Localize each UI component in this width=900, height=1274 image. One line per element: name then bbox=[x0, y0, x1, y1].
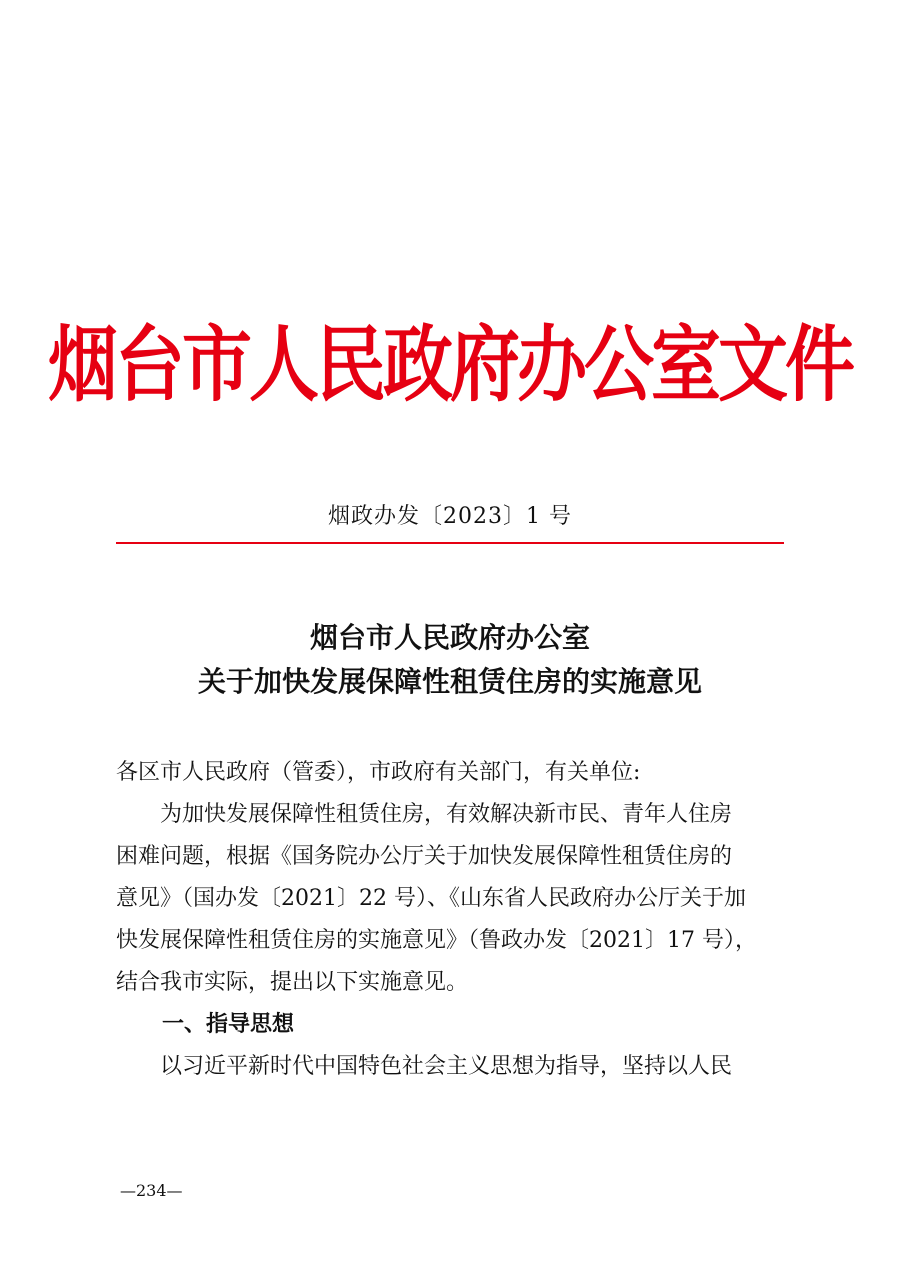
paragraph-1-line-5: 结合我市实际，提出以下实施意见。 bbox=[116, 970, 469, 995]
paragraph-2-line-1: 以习近平新时代中国特色社会主义思想为指导，坚持以人民 bbox=[160, 1054, 733, 1079]
paragraph-1-line-3: 意见》（国办发〔2021〕22 号）、《山东省人民政府办公厅关于加 bbox=[116, 886, 746, 911]
paragraph-1-line-4: 快发展保障性租赁住房的实施意见》（鲁政办发〔2021〕17 号）， bbox=[116, 928, 757, 953]
document-title-line-2: 关于加快发展保障性租赁住房的实施意见 bbox=[197, 665, 702, 698]
red-divider-line bbox=[116, 542, 784, 544]
paragraph-1-line-2: 困难问题，根据《国务院办公厅关于加快发展保障性租赁住房的 bbox=[116, 844, 733, 869]
section-heading-guiding-ideology: 一、指导思想 bbox=[162, 1012, 295, 1037]
salutation: 各区市人民政府（管委），市政府有关部门，有关单位: bbox=[116, 760, 641, 785]
paragraph-1-line-1: 为加快发展保障性租赁住房，有效解决新市民、青年人住房 bbox=[160, 802, 733, 827]
document-masthead: 烟台市人民政府办公室文件 bbox=[48, 316, 852, 414]
document-number: 烟政办发〔2023〕1 号 bbox=[328, 504, 572, 529]
page-number: —234— bbox=[120, 1181, 183, 1200]
document-title-line-1: 烟台市人民政府办公室 bbox=[309, 621, 590, 654]
